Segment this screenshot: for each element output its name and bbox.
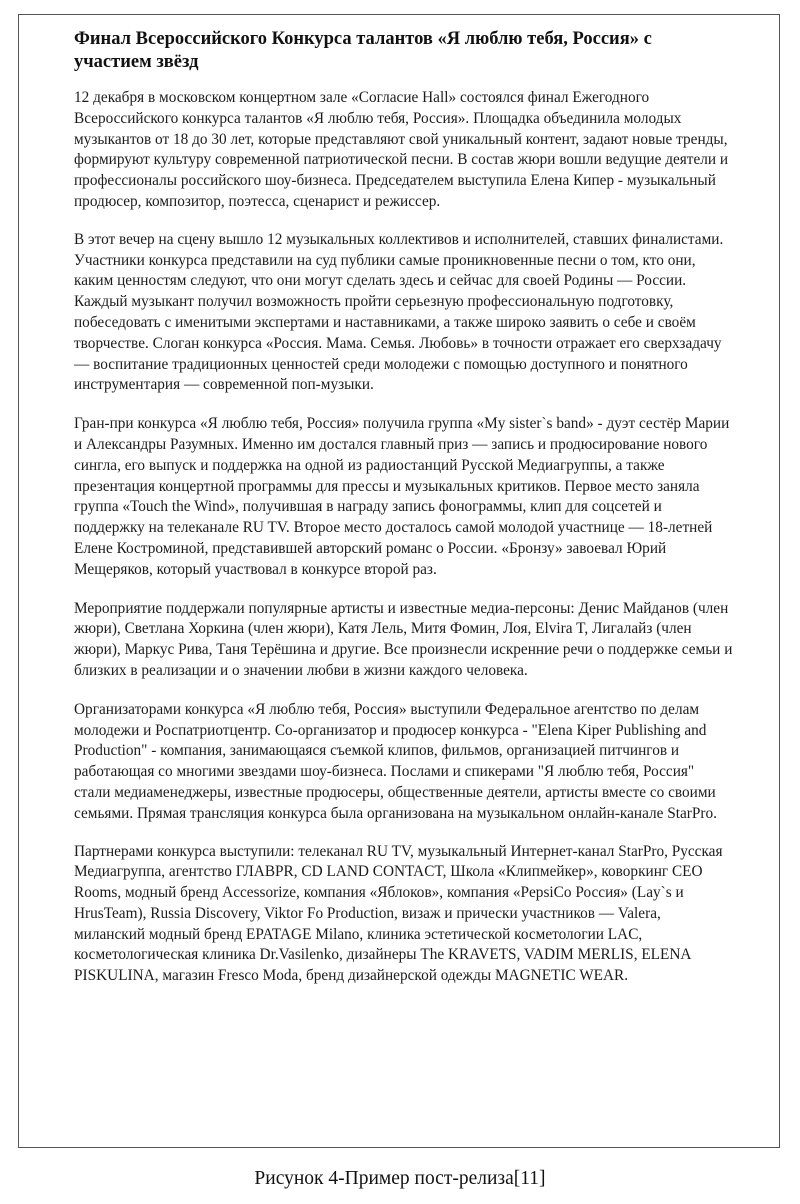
- press-release-frame: [18, 14, 780, 1148]
- paragraph-partners: Партнерами конкурса выступили: телеканал RU TV, музыкальный Интернет-канал StarPro, Русская Медиагруппа, агентство ГЛАВPR, CD LAND CONTACT, Школа «Клипмейкер», коворкинг CEO Rooms, модный бренд Accessorize, компания «Яблоков», компания «PepsiCo Россия» (Lay`s и HrusTeam), Russia Discovery, Viktor Fo Production, визаж и прически участников — Valera, миланский модный бренд EPATAGE Milano, клиника эстетической косметологии LAC, косметологическая клиника Dr.Vasilenko, дизайнеры The KRAVETS, VADIM MERLIS, ELENA PISKULINA, магазин Fresco Moda, бренд дизайнерской одежды MAGNETIC WEAR.: [74, 842, 723, 985]
- paragraph-celebrities: Мероприятие поддержали популярные артисты и известные медиа-персоны: Денис Майданов (член жюри), Светлана Хоркина (член жюри), Катя Лель, Митя Фомин, Лоя, Elvira T, Лигалайз (член жюри), Маркус Рива, Таня Терёшина и другие. Все произнесли искренние речи о поддержке семьи и близких в реализации и о значении любви в жизни каждого человека.: [74, 599, 733, 679]
- paragraph-winners: Гран-при конкурса «Я люблю тебя, Россия» получила группа «My sister`s band» - дуэт сестёр Марии и Александры Разумных. Именно им достался главный приз — запись и продюсирование нового сингла, его выпуск и поддержка на одной из радиостанций Русской Медиагруппы, а также презентация концертной программы для прессы и музыкальных критиков. Первое место заняла группа «Touch the Wind», получившая в награду запись фонограммы, клип для соцсетей и поддержку на телеканале RU TV. Второе место досталось самой молодой участнице — 18-летней Елене Костроминой, представившей авторский романс о России. «Бронзу» завоевал Юрий Мещеряков, который участвовал в конкурсе второй раз.: [74, 415, 730, 578]
- press-release-title: Финал Всероссийского Конкурса талантов «Я люблю тебя, Россия» с участием звёзд: [74, 29, 652, 72]
- paragraph-organizers: Организаторами конкурса «Я люблю тебя, Россия» выступили Федеральное агентство по делам молодежи и Роспатриотцентр. Со-организатор и продюсер конкурса - "Elena Kiper Publishing and Production" - компания, занимающаяся съемкой клипов, фильмов, организацией питчингов и работающая со многими звездами шоу-бизнеса. Послами и спикерами "Я люблю тебя, Россия" стали медиаменеджеры, известные продюсеры, общественные деятели, артисты вместе со своими семьями. Прямая трансляция конкурса была организована на музыкальном онлайн-канале StarPro.: [74, 700, 717, 822]
- figure-caption: Рисунок 4-Пример пост-релиза[11]: [254, 1168, 546, 1189]
- paragraph-finalists: В этот вечер на сцену вышло 12 музыкальных коллективов и исполнителей, ставших финалистами. Участники конкурса представили на суд публики самые проникновенные песни о том, кто они, каким ценностям следуют, что они могут сделать здесь и сейчас для своей Родины — России. Каждый музыкант получил возможность пройти серьезную профессиональную подготовку, побеседовать с именитыми экспертами и наставниками, а также широко заявить о себе и своём творчестве. Слоган конкурса «Россия. Мама. Семья. Любовь» в точности отражает его сверхзадачу — воспитание традиционных ценностей среди молодежи с помощью доступного и понятного инструментария — современной поп-музыки.: [74, 230, 724, 394]
- paragraph-final-overview: 12 декабря в московском концертном зале «Согласие Hall» состоялся финал Ежегодного Всероссийского конкурса талантов «Я люблю тебя, Россия». Площадка объединила молодых музыкантов от 18 до 30 лет, которые представляют свой уникальный контент, задают новые тренды, формируют культуру современной патриотической песни. В состав жюри вошли ведущие деятели и профессионалы российского шоу-бизнеса. Председателем выступила Елена Кипер - музыкальный продюсер, композитор, поэтесса, сценарист и режиссер.: [74, 89, 729, 210]
- press-release: [74, 28, 734, 987]
